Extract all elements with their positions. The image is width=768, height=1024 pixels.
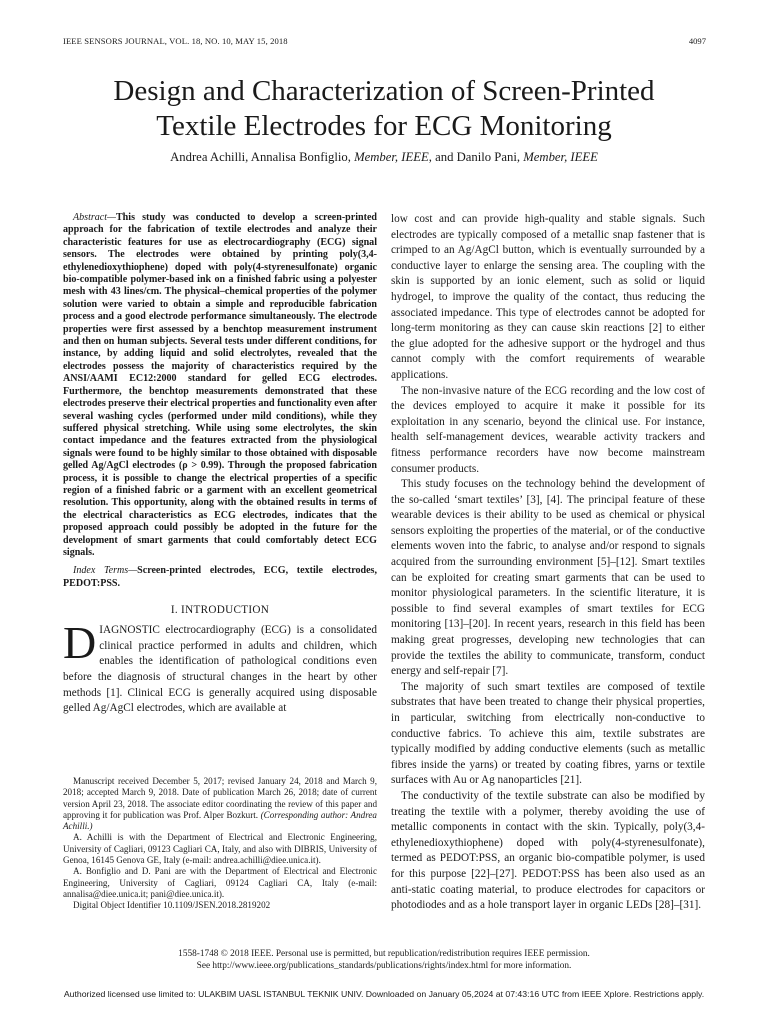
author-list	[40, 150, 728, 165]
abstract	[63, 212, 377, 559]
page-number: 4097	[688, 36, 706, 46]
copyright-line-2: See http://www.ieee.org/publications_standards/publications/rights/index.html for more information.	[196, 961, 572, 971]
footnote-affiliation-1: A. Achilli is with the Department of Electrical and Electronic Engineering, University of Cagliari, 09123 Cagliari CA, Italy, and also with DIBRIS, University of Genoa, 16145 Genova GE, Italy (e-mail: andrea.achilli@diee.unica.it).	[63, 832, 377, 866]
index-terms	[63, 565, 377, 590]
footnote-manuscript	[63, 776, 377, 832]
intro-paragraph	[63, 617, 377, 717]
license-footer: Authorized licensed use limited to: ULAKBIM UASL ISTANBUL TEKNIK UNIV. Downloaded on January 05,2024 at 07:43:16 UTC from IEEE Xplore. Restrictions apply.	[63, 989, 705, 999]
right-column	[391, 212, 705, 914]
footnote-block	[63, 776, 377, 912]
body-paragraph-5: The conductivity of the textile substrate can also be modified by treating the textile with a polymer, thereby avoiding the use of metallic components in contact with the skin. Typically, poly(3,4-ethylenedioxythiophene) doped with poly(4-styrenesulfonate), termed as PEDOT:PSS, an organic bio-compatible polymer, is used for this purpose [22]–[27]. PEDOT:PSS has been also used as an anti-static coating material, to produce electrodes for capacitors or photodiodes and as a hole transport layer in organic LEDs [28]–[31].	[391, 789, 705, 912]
authors-names-1: Andrea Achilli, Annalisa Bonfiglio,	[170, 150, 355, 164]
section-heading-introduction: I. INTRODUCTION	[170, 604, 270, 617]
authors-names-2: , and Danilo Pani,	[428, 150, 524, 164]
intro-text: IAGNOSTIC electrocardiography (ECG) is a consolidated clinical practice performed in adults and children, which enables the identification of pathological conditions even before the diagnosis of structural changes in the heart by other methods [1]. Clinical ECG is generally acquired using disposable gelled Ag/AgCl electrodes, which are available at	[63, 624, 377, 715]
body-paragraph-1: low cost and can provide high-quality and stable signals. Such electrodes are typically composed of a metallic snap fastener that is crimped to an Ag/AgCl button, which is eventually surrounded by a conductive layer to enlarge the sensing area. The coupling with the skin is supported by an ionic element, such as solid or liquid hydrogel, to improve the quality of the contact, thus reducing the associated impedance. This type of electrodes cannot be adopted for long-term monitoring as they can cause skin reactions [2] to either the glue adopted for the adhesive support or the hydrogel and thus cannot comply with the comfort requirements of wearable applications.	[391, 213, 705, 381]
copyright-notice	[40, 948, 728, 972]
footnote-doi: Digital Object Identifier 10.1109/JSEN.2018.2819202	[73, 900, 271, 911]
footnote-affiliation-2: A. Bonfiglio and D. Pani are with the Department of Electrical and Electronic Engineering, University of Cagliari, 09124 Cagliari CA, Italy (e-mail: annalisa@diee.unica.it; pani@diee.unica.it).	[63, 866, 377, 899]
author-membership-1: Member, IEEE	[354, 150, 429, 164]
author-membership-2: Member, IEEE	[523, 150, 598, 164]
running-header: IEEE SENSORS JOURNAL, VOL. 18, NO. 10, MAY 15, 2018	[63, 36, 288, 46]
body-paragraph-4: The majority of such smart textiles are composed of textile substrates that have been treated to change their physical properties, in particular, switching from electrically non-conductive to conductive fabrics. To achieve this aim, textile substrates are typically modified by adding conductive elements (such as metallic fibres inside the yarns) or treated by coating fibres, yarns or textile surfaces with Au or Ag nanoparticles [21].	[391, 680, 705, 787]
title-line-2: Textile Electrodes for ECG Monitoring	[156, 110, 612, 142]
footnote-manuscript-text: Manuscript received December 5, 2017; revised January 24, 2018 and March 9, 2018; accepted March 9, 2018. Date of publication March 26, 2018; date of current version April 23, 2018. The associate editor coordinating the review of this paper and approving it for publication was Prof. Alper Bozkurt.	[63, 776, 377, 820]
footnote-corresponding: (Corresponding author: Andrea Achilli.)	[63, 809, 377, 832]
left-column	[63, 212, 377, 717]
abstract-text: This study was conducted to develop a screen-printed approach for the fabrication of textile electrodes and analyze their characteristic features for use as electrocardiography (ECG) signal sensors. The electrodes were obtained by printing poly(3,4-ethylenedioxythiophene) doped with poly(4-styrenesulfonate) organic bio-compatible polymer-based ink on a finished fabric using a polyester mesh with 43 lines/cm. The physical–chemical properties of the polymer solution were varied to obtain a simple and reproducible fabrication process and a good electrode performance simultaneously. The electrode properties were first assessed by a benchtop measurement instrument and then on human subjects. Several tests under different conditions, for instance, by adding liquid and solid electrolytes, revealed that the electrodes possess the majority of characteristics required by the ANSI/AAMI EC12:2000 standard for gelled ECG electrodes. Furthermore, the benchtop measurements demonstrated that these electrodes preserve their electrical properties and functionality even after several washing cycles (performed under mild conditions), while they suffered physical stretching. While using some electrolytes, the skin contact impedance and the features extracted from the physiological signals were found to be highly similar to those obtained with disposable gelled Ag/AgCl electrodes (ρ > 0.99). Through the proposed fabrication process, it is possible to change the electrical properties of a specific region of a finished fabric or a garment with an excellent geometrical resolution. This opportunity, along with the obtained results in terms of the electrical characteristics as ECG electrodes, indicates that the proposed approach could possibly be adopted in the future for the development of smart garments that could comfortably detect ECG signals.	[63, 212, 377, 558]
copyright-line-1: 1558-1748 © 2018 IEEE. Personal use is permitted, but republication/redistribution requires IEEE permission.	[178, 949, 590, 959]
index-terms-label: Index Terms—	[73, 565, 138, 577]
index-terms-text: Screen-printed electrodes, ECG, textile electrodes, PEDOT:PSS.	[63, 565, 377, 589]
paper-title	[40, 74, 728, 144]
body-paragraph-2: The non-invasive nature of the ECG recording and the low cost of the devices employed to acquire it make it possible for its exploitation in any scenario, beyond the clinical use. For instance, health self-management devices, wearable activity trackers and fitness performance recorders have now become mainstream consumer products.	[391, 384, 705, 475]
abstract-label: Abstract—	[73, 212, 116, 223]
title-line-1: Design and Characterization of Screen-Printed	[113, 75, 655, 107]
body-paragraph-3: This study focuses on the technology behind the development of the so-called ‘smart textiles’ [3], [4]. The principal feature of these wearable devices is their ability to be used as chemical or physical sensors exploiting the properties of the material, or of the conductive elements woven into the fabric, to analyse and/or respond to signals acquired from the surrounding environment [5]–[12]. Smart textiles can be exploited for creating smart garments that can be used to monitor physiological parameters. In the scientific literature, it is possible to find several examples of smart textiles for ECG monitoring [13]–[20]. In recent years, research in this field has been making great progresses, developing new technologies that can provide the textiles the ability to communicate, transform, conduct energy and self-repair [7].	[391, 478, 705, 678]
drop-cap: D	[63, 617, 97, 669]
